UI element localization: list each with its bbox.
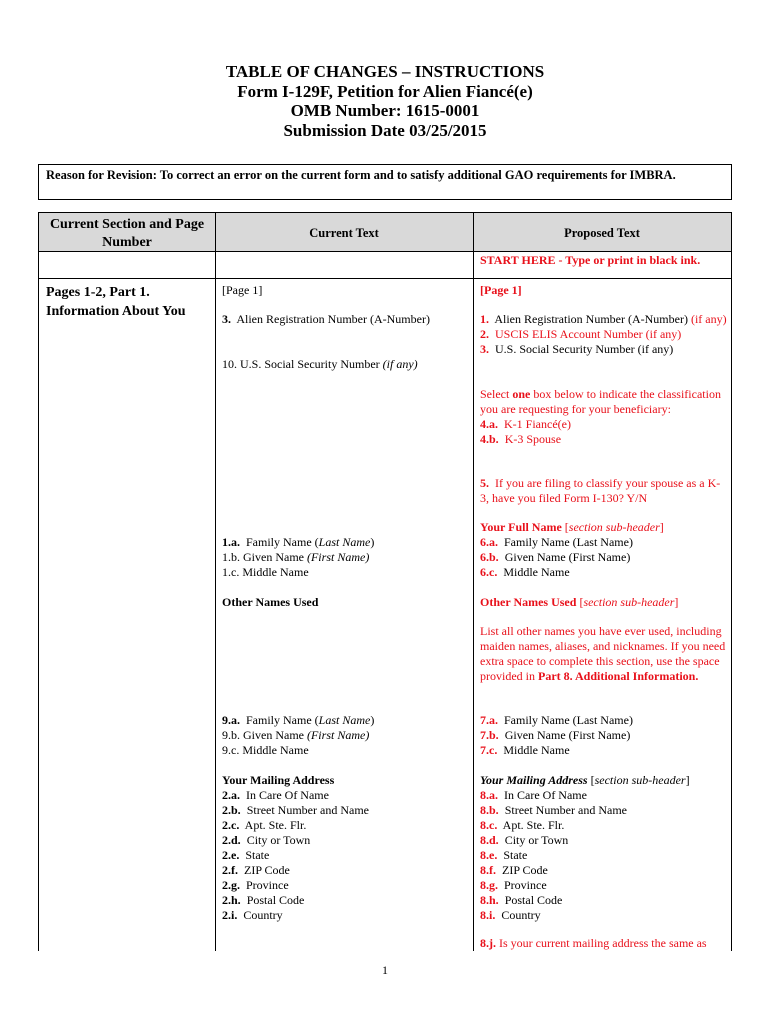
- current-ssn: 10. U.S. Social Security Number (if any): [222, 357, 418, 371]
- item-number: 8.f.: [480, 863, 496, 877]
- item-label: Street Number and Name: [504, 803, 627, 817]
- item-number: 2.g.: [222, 878, 240, 892]
- mailing-list-item: [480, 878, 728, 893]
- mailing-list-item: [222, 893, 468, 908]
- item-label: In Care Of Name: [504, 788, 587, 802]
- item-number: 8.a.: [480, 788, 498, 802]
- item-label: Postal Code: [246, 893, 305, 907]
- item-number: 2.d.: [222, 833, 241, 847]
- current-other-name-block: 9.a. Family Name (Last Name) 9.b. Given Name (First Name) 9.c. Middle Name: [222, 713, 375, 757]
- title-line-4: Submission Date 03/25/2015: [283, 120, 487, 140]
- mailing-list-item: [222, 848, 468, 863]
- header-proposed-text: Proposed Text: [564, 226, 640, 240]
- header-section: Current Section and Page Number: [49, 217, 205, 250]
- current-page-label: [Page 1]: [222, 283, 263, 297]
- item-label: Apt. Ste. Flr.: [244, 818, 307, 832]
- item-number: 2.a.: [222, 788, 240, 802]
- current-mailing-list: [222, 788, 468, 923]
- item-label: State: [245, 848, 270, 862]
- mailing-list-item: [480, 893, 728, 908]
- mailing-list-item: [222, 833, 468, 848]
- proposed-classification: Select one box below to indicate the classification you are requesting for your beneficiary: 4.a. K-1 Fiancé(e) 4.b. K-3 Spouse: [480, 387, 721, 446]
- table-left-border: [38, 212, 39, 951]
- table-divider-1: [215, 212, 216, 951]
- item-number: 8.b.: [480, 803, 499, 817]
- item-number: 2.e.: [222, 848, 240, 862]
- mailing-list-item: [222, 878, 468, 893]
- item-number: 2.i.: [222, 908, 238, 922]
- proposed-mailing-same-question: 8.j. Is your current mailing address the same as: [480, 936, 707, 950]
- proposed-mailing-block: Your Mailing Address [section sub-header] 8.a. In Care Of Name 8.b. Street Number and Name 8.c. Apt. Ste. Flr. 8.d. City or Town 8.e. State 8.f. ZIP Code 8.g. Province 8.h. Postal Code 8.i. Country: [480, 773, 728, 923]
- mailing-list-item: [480, 833, 728, 848]
- item-number: 8.h.: [480, 893, 499, 907]
- item-number: 2.f.: [222, 863, 238, 877]
- item-number: 8.d.: [480, 833, 499, 847]
- current-name-block: 1.a. Family Name (Last Name) 1.b. Given Name (First Name) 1.c. Middle Name: [222, 535, 375, 579]
- table-right-border: [731, 212, 732, 951]
- proposed-mailing-header: Your Mailing Address: [480, 773, 588, 787]
- header-current-text: Current Text: [309, 226, 379, 240]
- table-row-border: [38, 278, 732, 279]
- current-mailing-header: Your Mailing Address: [222, 773, 335, 787]
- title-line-2: Form I-129F, Petition for Alien Fiancé(e): [237, 81, 533, 101]
- item-number: 8.e.: [480, 848, 498, 862]
- proposed-full-name-block: Your Full Name [section sub-header] 6.a. Family Name (Last Name) 6.b. Given Name (First Name) 6.c. Middle Name: [480, 520, 664, 579]
- reason-for-revision: Reason for Revision: To correct an error on the current form and to satisfy additional GAO requirements for IMBRA.: [38, 164, 732, 200]
- item-label: State: [503, 848, 528, 862]
- item-label: ZIP Code: [502, 863, 548, 877]
- proposed-other-names-instructions: List all other names you have ever used, including maiden names, aliases, and nicknames. If you need extra space to complete this section, use the space provided in Part 8. Additional Information.: [480, 624, 726, 683]
- item-label: City or Town: [246, 833, 311, 847]
- current-mailing-block: [222, 773, 468, 923]
- proposed-page-label: [Page 1]: [480, 283, 522, 297]
- item-number: 8.g.: [480, 878, 498, 892]
- item-label: City or Town: [504, 833, 569, 847]
- proposed-mailing-list: [480, 788, 728, 923]
- proposed-other-names: Other Names Used [section sub-header]: [480, 595, 679, 609]
- proposed-id-block: 1. Alien Registration Number (A-Number) (if any) 2. USCIS ELIS Account Number (if any) 3. U.S. Social Security Number (if any): [480, 312, 727, 356]
- mailing-list-item: [222, 803, 468, 818]
- title-line-1: TABLE OF CHANGES – INSTRUCTIONS: [225, 62, 545, 81]
- title-line-3: OMB Number: 1615-0001: [290, 101, 480, 120]
- section-label: Pages 1-2, Part 1. Information About You: [46, 285, 186, 319]
- mailing-list-item: [480, 803, 728, 818]
- mailing-list-item: [480, 908, 728, 923]
- item-label: Apt. Ste. Flr.: [502, 818, 565, 832]
- item-number: 2.b.: [222, 803, 241, 817]
- table-divider-2: [473, 212, 474, 951]
- item-label: Province: [504, 878, 547, 892]
- item-label: Country: [243, 908, 283, 922]
- mailing-list-item: [480, 788, 728, 803]
- mailing-list-item: [480, 818, 728, 833]
- mailing-list-item: [222, 788, 468, 803]
- item-label: In Care Of Name: [246, 788, 329, 802]
- table-top-border: [38, 212, 732, 213]
- item-number: 8.i.: [480, 908, 496, 922]
- page-number: 1: [382, 963, 388, 977]
- proposed-k3-question: 5. If you are filing to classify your spouse as a K-3, have you filed Form I-130? Y/N: [480, 476, 721, 505]
- item-number: 2.c.: [222, 818, 240, 832]
- mailing-list-item: [480, 863, 728, 878]
- item-number: 2.h.: [222, 893, 241, 907]
- document-title: [0, 62, 770, 140]
- mailing-list-item: [222, 863, 468, 878]
- start-here-note: START HERE - Type or print in black ink.: [480, 253, 701, 267]
- item-label: Postal Code: [504, 893, 563, 907]
- mailing-list-item: [222, 818, 468, 833]
- item-number: 8.c.: [480, 818, 498, 832]
- item-label: ZIP Code: [244, 863, 290, 877]
- item-label: Street Number and Name: [246, 803, 369, 817]
- proposed-other-name-block: 7.a. Family Name (Last Name) 7.b. Given Name (First Name) 7.c. Middle Name: [480, 713, 633, 757]
- item-label: Province: [246, 878, 289, 892]
- current-a-number: 3. Alien Registration Number (A-Number): [222, 312, 430, 326]
- mailing-list-item: [480, 848, 728, 863]
- item-label: Country: [501, 908, 541, 922]
- current-other-names: Other Names Used: [222, 595, 319, 609]
- mailing-list-item: [222, 908, 468, 923]
